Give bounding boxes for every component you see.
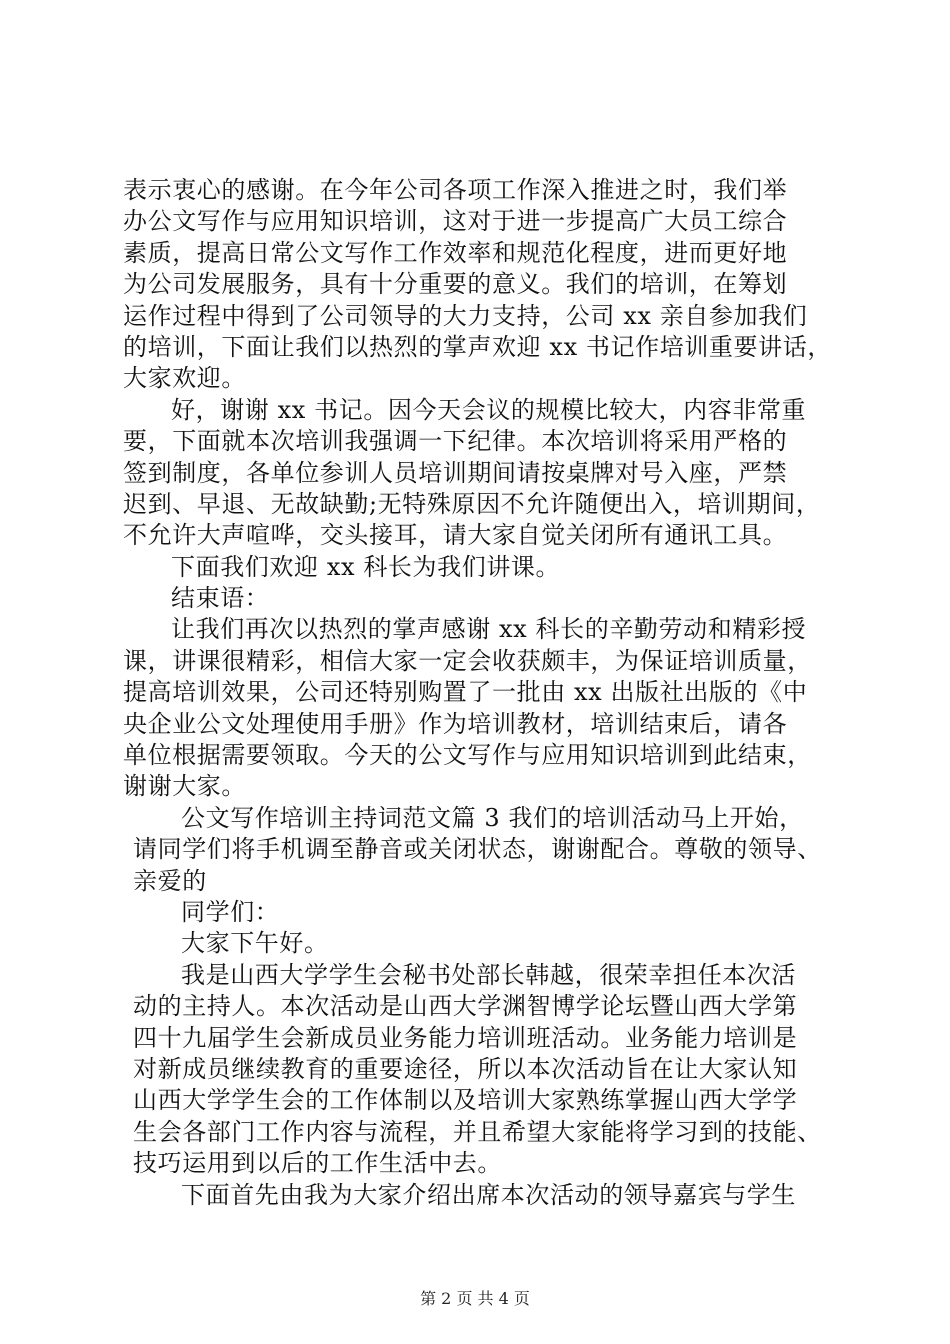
- text-line: 课，讲课很精彩，相信大家一定会收获颇丰，为保证培训质量，: [123, 646, 812, 675]
- text-line: 生会各部门工作内容与流程，并且希望大家能将学习到的技能、: [133, 1117, 822, 1146]
- text-line: 不允许大声喧哗，交头接耳，请大家自觉关闭所有通讯工具。: [123, 521, 788, 550]
- page-number-footer: 第 2 页 共 4 页: [420, 1289, 530, 1308]
- text-line: 提高培训效果，公司还特别购置了一批由 xx 出版社出版的《中: [123, 678, 808, 707]
- text-line: 大家下午好。: [181, 929, 329, 958]
- text-line: 签到制度，各单位参训人员培训期间请按桌牌对号入座，严禁: [123, 458, 788, 487]
- text-line: 央企业公文处理使用手册》作为培训教材，培训结束后，请各: [123, 709, 788, 738]
- text-line: 四十九届学生会新成员业务能力培训班活动。业务能力培训是: [133, 1023, 798, 1052]
- text-line: 亲爱的: [133, 866, 207, 895]
- text-line: 单位根据需要领取。今天的公文写作与应用知识培训到此结束，: [123, 741, 812, 770]
- text-line: 山西大学学生会的工作体制以及培训大家熟练掌握山西大学学: [133, 1086, 798, 1115]
- text-line: 为公司发展服务，具有十分重要的意义。我们的培训，在筹划: [123, 270, 788, 299]
- text-line: 素质，提高日常公文写作工作效率和规范化程度，进而更好地: [123, 238, 788, 267]
- text-line: 大家欢迎。: [123, 364, 246, 393]
- text-line: 同学们：: [181, 897, 280, 926]
- text-line: 对新成员继续教育的重要途径，所以本次活动旨在让大家认知: [133, 1054, 798, 1083]
- text-line: 的培训，下面让我们以热烈的掌声欢迎 xx 书记作培训重要讲话，: [123, 332, 832, 361]
- text-line: 运作过程中得到了公司领导的大力支持，公司 xx 亲自参加我们: [123, 301, 808, 330]
- text-line: 下面首先由我为大家介绍出席本次活动的领导嘉宾与学生: [181, 1180, 796, 1209]
- text-line: 好，谢谢 xx 书记。因今天会议的规模比较大，内容非常重: [171, 395, 807, 424]
- text-line: 谢谢大家。: [123, 772, 246, 801]
- text-line: 技巧运用到以后的工作生活中去。: [133, 1149, 502, 1178]
- text-line: 下面我们欢迎 xx 科长为我们讲课。: [171, 552, 561, 581]
- text-line: 我是山西大学学生会秘书处部长韩越，很荣幸担任本次活: [181, 960, 796, 989]
- text-line: 让我们再次以热烈的掌声感谢 xx 科长的辛勤劳动和精彩授: [171, 615, 807, 644]
- text-line: 请同学们将手机调至静音或关闭状态，谢谢配合。尊敬的领导、: [133, 835, 822, 864]
- text-line: 动的主持人。本次活动是山西大学渊智博学论坛暨山西大学第: [133, 992, 798, 1021]
- text-line: 要，下面就本次培训我强调一下纪律。本次培训将采用严格的: [123, 427, 788, 456]
- document-body: [123, 175, 843, 1211]
- text-line: 公文写作培训主持词范文篇 3 我们的培训活动马上开始，: [181, 803, 804, 832]
- text-line: 办公文写作与应用知识培训，这对于进一步提高广大员工综合: [123, 207, 788, 236]
- text-line: 迟到、早退、无故缺勤;无特殊原因不允许随便出入，培训期间，: [123, 489, 821, 518]
- text-line: 结束语：: [171, 584, 270, 613]
- text-line: 表示衷心的感谢。在今年公司各项工作深入推进之时，我们举: [123, 176, 788, 204]
